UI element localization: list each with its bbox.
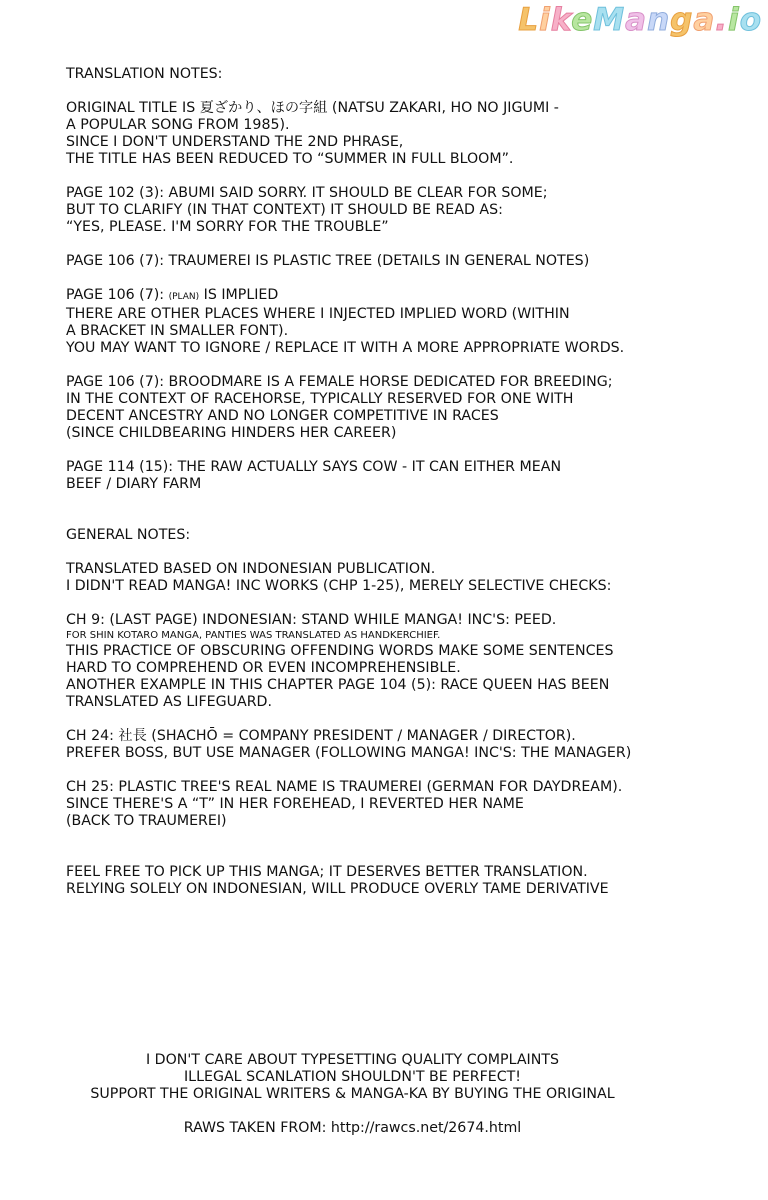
note-line: IN THE CONTEXT OF RACEHORSE, TYPICALLY RESERVED FOR ONE WITH: [66, 391, 574, 407]
footer-line: I DON'T CARE ABOUT TYPESETTING QUALITY COMPLAINTS: [145, 1052, 559, 1068]
note-line: PAGE 106 (7): BROODMARE IS A FEMALE HORSE DEDICATED FOR BREEDING;: [66, 374, 613, 390]
note-line: SINCE THERE'S A “T” IN HER FOREHEAD, I REVERTED HER NAME: [66, 796, 524, 812]
note-line: PAGE 114 (15): THE RAW ACTUALLY SAYS COW - IT CAN EITHER MEAN: [66, 459, 562, 475]
note-line: HARD TO COMPREHEND OR EVEN INCOMPREHENSIBLE.: [66, 660, 461, 676]
general-notes-heading: GENERAL NOTES:: [66, 527, 191, 543]
note-line: ORIGINAL TITLE IS 夏ざかり、ほの字組 (NATSU ZAKARI, HO NO JIGUMI -: [66, 100, 559, 116]
note-line: “YES, PLEASE. I'M SORRY FOR THE TROUBLE”: [66, 219, 389, 235]
note-line: (BACK TO TRAUMEREI): [66, 813, 227, 829]
note-line: THERE ARE OTHER PLACES WHERE I INJECTED IMPLIED WORD (WITHIN: [66, 306, 570, 322]
footer-line: ILLEGAL SCANLATION SHOULDN'T BE PERFECT!: [184, 1069, 521, 1085]
note-line: PREFER BOSS, BUT USE MANAGER (FOLLOWING MANGA! INC'S: THE MANAGER): [66, 745, 632, 761]
note-line: I DIDN'T READ MANGA! INC WORKS (CHP 1-25), MERELY SELECTIVE CHECKS:: [66, 578, 612, 594]
raws-label: RAWS TAKEN FROM:: [183, 1120, 327, 1136]
note-line: YOU MAY WANT TO IGNORE / REPLACE IT WITH A MORE APPROPRIATE WORDS.: [66, 340, 625, 356]
note-prefix: PAGE 106 (7):: [66, 287, 165, 303]
note-line: (SINCE CHILDBEARING HINDERS HER CAREER): [66, 425, 397, 441]
footer-disclaimer: [0, 1052, 705, 1103]
note-line: PAGE 102 (3): ABUMI SAID SORRY. IT SHOULD BE CLEAR FOR SOME;: [66, 185, 548, 201]
note-line: A POPULAR SONG FROM 1985).: [66, 117, 290, 133]
note-line: BUT TO CLARIFY (IN THAT CONTEXT) IT SHOULD BE READ AS:: [66, 202, 503, 218]
note-line: TRANSLATED BASED ON INDONESIAN PUBLICATION.: [66, 561, 436, 577]
translation-notes-heading: TRANSLATION NOTES:: [66, 66, 223, 82]
note-line: FEEL FREE TO PICK UP THIS MANGA; IT DESERVES BETTER TRANSLATION.: [66, 864, 588, 880]
note-line: PAGE 106 (7): TRAUMEREI IS PLASTIC TREE (DETAILS IN GENERAL NOTES): [66, 253, 590, 269]
watermark-logo: LikeManga.io: [518, 2, 762, 38]
notes-document: [66, 66, 746, 898]
note-line: ANOTHER EXAMPLE IN THIS CHAPTER PAGE 104 (5): RACE QUEEN HAS BEEN: [66, 677, 610, 693]
note-line: [66, 287, 746, 306]
note-line: CH 9: (LAST PAGE) INDONESIAN: STAND WHILE MANGA! INC'S: PEED.: [66, 612, 557, 628]
note-line: SINCE I DON'T UNDERSTAND THE 2ND PHRASE,: [66, 134, 404, 150]
footer-line: SUPPORT THE ORIGINAL WRITERS & MANGA-KA BY BUYING THE ORIGINAL: [90, 1086, 615, 1102]
note-line: THE TITLE HAS BEEN REDUCED TO “SUMMER IN FULL BLOOM”.: [66, 151, 514, 167]
raws-source: [0, 1120, 705, 1136]
note-line: THIS PRACTICE OF OBSCURING OFFENDING WORDS MAKE SOME SENTENCES: [66, 643, 614, 659]
small-bracket-word: (PLAN): [168, 292, 200, 302]
note-line: DECENT ANCESTRY AND NO LONGER COMPETITIVE IN RACES: [66, 408, 499, 424]
note-line: A BRACKET IN SMALLER FONT).: [66, 323, 289, 339]
note-suffix: IS IMPLIED: [203, 287, 279, 303]
raws-url: http://rawcs.net/2674.html: [330, 1120, 522, 1136]
note-line: CH 24: 社長 (SHACHŌ = COMPANY PRESIDENT / MANAGER / DIRECTOR).: [66, 728, 576, 744]
note-line: BEEF / DIARY FARM: [66, 476, 202, 492]
note-line: RELYING SOLELY ON INDONESIAN, WILL PRODUCE OVERLY TAME DERIVATIVE: [66, 881, 609, 897]
note-line: CH 25: PLASTIC TREE'S REAL NAME IS TRAUMEREI (GERMAN FOR DAYDREAM).: [66, 779, 623, 795]
small-note-line: FOR SHIN KOTARO MANGA, PANTIES WAS TRANSLATED AS HANDKERCHIEF.: [66, 630, 441, 641]
note-line: TRANSLATED AS LIFEGUARD.: [66, 694, 272, 710]
